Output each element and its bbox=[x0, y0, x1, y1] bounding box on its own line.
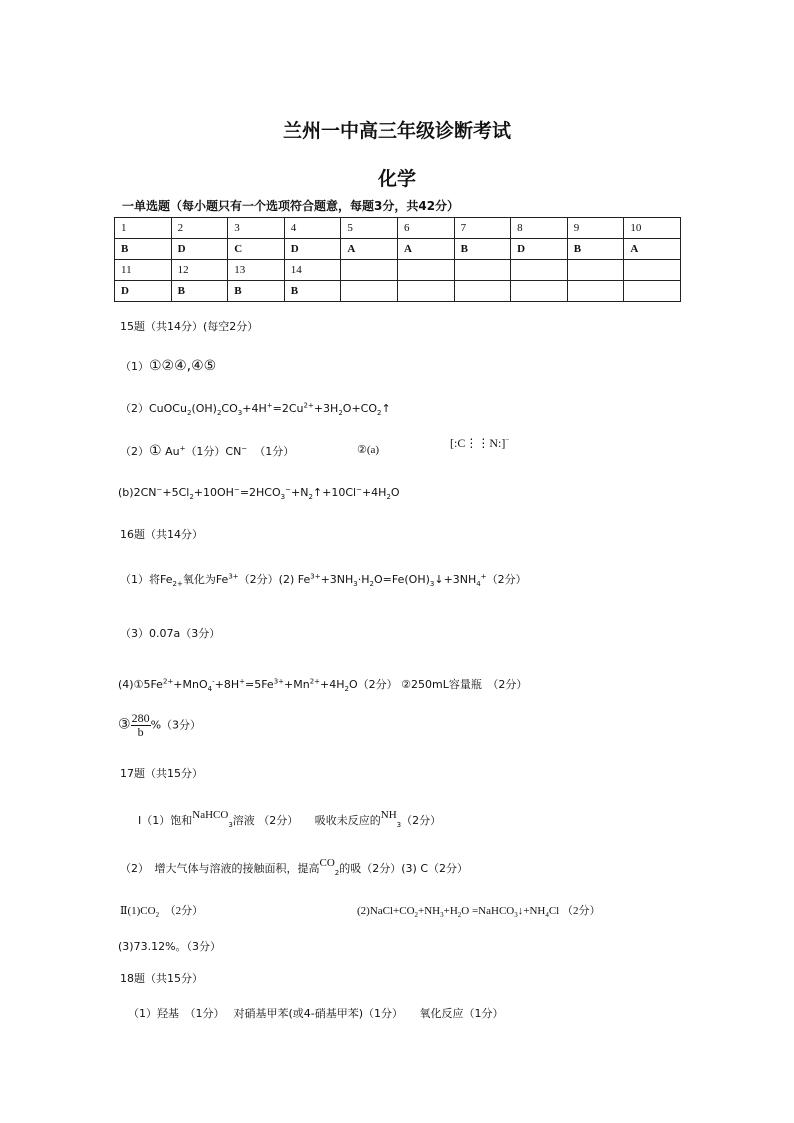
table-cell bbox=[397, 281, 454, 302]
table-cell: C bbox=[228, 239, 285, 260]
table-row bbox=[115, 218, 681, 239]
q16-line-1 bbox=[120, 571, 527, 587]
superscript: 3+ bbox=[310, 572, 321, 581]
formula-part: O =NaHCO bbox=[461, 905, 515, 917]
fraction-denominator: b bbox=[137, 725, 144, 739]
superscript: 2+ bbox=[162, 677, 174, 686]
subscript: 2 bbox=[216, 409, 222, 418]
superscript: + bbox=[480, 572, 487, 581]
subscript: 3 bbox=[440, 911, 444, 920]
subscript: 4 bbox=[476, 580, 481, 589]
formula-part: ↑+10Cl bbox=[312, 486, 357, 499]
formula-part: +4H bbox=[320, 678, 345, 691]
formula-part: ↓+3NH bbox=[434, 573, 477, 586]
subscript: 2 bbox=[369, 580, 374, 589]
formula-part: NaHCO bbox=[192, 809, 229, 821]
formula-part: ·H bbox=[357, 573, 370, 586]
formula-part: (b)2CN bbox=[118, 486, 157, 499]
table-cell: 12 bbox=[171, 260, 228, 281]
score-note: （2分） bbox=[401, 814, 442, 827]
q17-line-1 bbox=[138, 809, 442, 830]
formula-part: +N bbox=[290, 486, 309, 499]
formula-part: ↓+NH bbox=[517, 905, 546, 917]
table-cell: 11 bbox=[115, 260, 172, 281]
subscript: 3 bbox=[280, 493, 286, 502]
formula-part: CuOCu bbox=[149, 402, 187, 415]
superscript: 3+ bbox=[228, 572, 239, 581]
q18-heading: 18题（共15分） bbox=[120, 972, 203, 985]
subscript: 4 bbox=[207, 685, 213, 694]
formula-part: Au bbox=[165, 445, 180, 458]
subscript: 3 bbox=[228, 821, 233, 830]
formula-part: O bbox=[390, 486, 400, 499]
formula-part: （1分）CN bbox=[185, 445, 242, 458]
subscript: 2+ bbox=[172, 580, 183, 589]
formula-part: CO bbox=[221, 402, 238, 415]
formula-part: (4)①5Fe bbox=[118, 678, 163, 691]
q17-line-2 bbox=[120, 857, 469, 878]
table-cell: B bbox=[284, 281, 341, 302]
circled-number: ③ bbox=[118, 716, 131, 733]
table-cell: 14 bbox=[284, 260, 341, 281]
subscript: 2 bbox=[344, 685, 350, 694]
subscript: 4 bbox=[545, 911, 549, 920]
subscript: 2 bbox=[414, 911, 419, 920]
table-cell bbox=[624, 260, 681, 281]
formula-part: （1）将Fe bbox=[120, 573, 173, 586]
circled-number: ① bbox=[149, 443, 162, 459]
superscript: + bbox=[179, 444, 186, 453]
table-cell bbox=[454, 260, 511, 281]
table-cell bbox=[567, 260, 624, 281]
table-cell: A bbox=[341, 239, 398, 260]
table-cell bbox=[567, 281, 624, 302]
formula-part: NH bbox=[380, 809, 397, 821]
formula-part: +H bbox=[443, 905, 458, 917]
formula-part: 溶液 （2分） 吸收未反应的 bbox=[232, 814, 381, 827]
q17-line-4: (3)73.12%。（3分） bbox=[118, 940, 222, 953]
table-cell bbox=[624, 281, 681, 302]
subscript: 2 bbox=[186, 409, 192, 418]
q15-line-2 bbox=[120, 400, 391, 416]
subscript: 2 bbox=[189, 493, 194, 502]
table-cell: 10 bbox=[624, 218, 681, 239]
lewis-structure-cn bbox=[450, 436, 509, 451]
score-note: （2分） bbox=[486, 573, 527, 586]
q15-label-1: （1） bbox=[120, 360, 149, 373]
table-cell: D bbox=[284, 239, 341, 260]
score-note: （2分） bbox=[164, 905, 204, 917]
table-cell bbox=[341, 260, 398, 281]
formula-part: +10OH bbox=[193, 486, 234, 499]
formula-part: +Mn bbox=[284, 678, 310, 691]
formula-part: Ⅰ（1）饱和 bbox=[138, 814, 193, 827]
table-cell bbox=[397, 260, 454, 281]
table-cell: 7 bbox=[454, 218, 511, 239]
formula-part: +4H bbox=[242, 402, 267, 415]
table-cell: 6 bbox=[397, 218, 454, 239]
q17-line-3a bbox=[120, 902, 203, 918]
formula-part: +3NH bbox=[320, 573, 354, 586]
lewis-formula: [:C⋮⋮N:] bbox=[450, 436, 506, 450]
formula-part: +3H bbox=[313, 402, 339, 415]
table-row bbox=[115, 239, 681, 260]
formula-part: +NH bbox=[418, 905, 441, 917]
table-cell bbox=[454, 281, 511, 302]
subscript: 3 bbox=[237, 409, 243, 418]
q15-label-3: （2） bbox=[120, 445, 149, 458]
q15-answer-1: ①②④,④⑤ bbox=[149, 358, 217, 374]
subscript: 3 bbox=[353, 580, 358, 589]
q17-line-3b bbox=[357, 902, 600, 918]
q15-part-a: ②(a) bbox=[357, 444, 380, 456]
subject-title: 化学 bbox=[377, 168, 416, 190]
subscript: 2 bbox=[155, 911, 160, 920]
table-cell: 3 bbox=[228, 218, 285, 239]
superscript: − bbox=[285, 485, 291, 494]
formula-part: =2HCO bbox=[239, 486, 281, 499]
table-cell: A bbox=[397, 239, 454, 260]
superscript: + bbox=[266, 401, 273, 410]
subscript: 2 bbox=[457, 911, 462, 920]
q15-line-1 bbox=[120, 358, 216, 374]
formula-part: CO bbox=[319, 857, 335, 869]
section1-heading: 一单选题（每小题只有一个选项符合题意，每题3分，共42分） bbox=[122, 199, 460, 213]
subscript: 3 bbox=[429, 580, 435, 589]
table-cell: D bbox=[171, 239, 228, 260]
formula-part: =5Fe bbox=[244, 678, 274, 691]
table-row bbox=[115, 281, 681, 302]
subscript: 2 bbox=[386, 493, 391, 502]
table-cell: 5 bbox=[341, 218, 398, 239]
superscript: 2+ bbox=[303, 401, 314, 410]
table-cell: 1 bbox=[115, 218, 172, 239]
table-cell: A bbox=[624, 239, 681, 260]
formula-part: +MnO bbox=[173, 678, 208, 691]
formula-part: O（2分） ②250mL容量瓶 （2分） bbox=[349, 678, 528, 691]
superscript: − bbox=[156, 485, 163, 494]
table-cell: B bbox=[115, 239, 172, 260]
table-cell: B bbox=[567, 239, 624, 260]
subscript: 3 bbox=[396, 821, 402, 830]
subscript: 2 bbox=[308, 493, 313, 502]
q17-heading: 17题（共15分） bbox=[120, 767, 203, 780]
table-cell: 4 bbox=[284, 218, 341, 239]
q16-line-4 bbox=[118, 712, 201, 739]
q16-line-3 bbox=[118, 676, 527, 692]
formula-part: O=Fe(OH) bbox=[374, 573, 430, 586]
superscript: − bbox=[233, 485, 240, 494]
q15-heading: 15题（共14分）(每空2分） bbox=[120, 320, 259, 333]
table-cell: B bbox=[228, 281, 285, 302]
table-cell: 8 bbox=[511, 218, 568, 239]
superscript: 2+ bbox=[309, 677, 321, 686]
score-note: （1分） bbox=[254, 445, 295, 458]
table-cell bbox=[511, 281, 568, 302]
table-cell: 13 bbox=[228, 260, 285, 281]
table-cell: 9 bbox=[567, 218, 624, 239]
subscript: 2 bbox=[377, 409, 382, 418]
formula-part: （2） 增大气体与溶液的接触面积，提高 bbox=[120, 862, 320, 875]
q15-line-3 bbox=[120, 443, 294, 459]
superscript: + bbox=[239, 677, 245, 686]
superscript: − bbox=[356, 485, 362, 494]
q18-line-1: （1）羟基 （1分） 对硝基甲苯(或4-硝基甲苯)（1分） 氧化反应（1分） bbox=[128, 1007, 504, 1020]
formula-part: +4H bbox=[361, 486, 387, 499]
subscript: 2 bbox=[338, 409, 343, 418]
formula-part: +5Cl bbox=[162, 486, 190, 499]
formula-part: +8H bbox=[214, 678, 240, 691]
formula-part: =2Cu bbox=[272, 402, 304, 415]
table-cell: D bbox=[511, 239, 568, 260]
formula-part: （2分）(2) Fe bbox=[238, 573, 311, 586]
formula-part: (OH) bbox=[191, 402, 217, 415]
formula-part: Ⅱ(1)CO bbox=[120, 905, 156, 917]
answer-table bbox=[114, 217, 681, 302]
table-cell bbox=[341, 281, 398, 302]
gas-arrow: ↑ bbox=[381, 402, 391, 415]
subscript: 2 bbox=[334, 869, 340, 878]
score-note: Cl （2分） bbox=[548, 905, 601, 917]
table-cell bbox=[511, 260, 568, 281]
score-note: %（3分） bbox=[150, 718, 202, 732]
subscript: 3 bbox=[514, 911, 518, 920]
page-title: 兰州一中高三年级诊断考试 bbox=[282, 120, 511, 142]
table-cell: B bbox=[454, 239, 511, 260]
q16-line-2: （3）0.07a（3分） bbox=[120, 627, 221, 640]
formula-part: 的吸（2分）(3) C（2分） bbox=[339, 862, 469, 875]
formula-part: 氧化为Fe bbox=[182, 573, 229, 586]
formula-part: (2)NaCl+CO bbox=[357, 905, 415, 917]
superscript: − bbox=[241, 444, 248, 453]
fraction bbox=[131, 712, 151, 739]
q15-label-2: （2） bbox=[120, 402, 149, 415]
fraction-numerator: 280 bbox=[131, 711, 150, 725]
table-cell: 2 bbox=[171, 218, 228, 239]
superscript: 3+ bbox=[273, 677, 285, 686]
q15-line-4 bbox=[118, 485, 400, 502]
table-row bbox=[115, 260, 681, 281]
table-cell: D bbox=[115, 281, 172, 302]
formula-part: O+CO bbox=[342, 402, 377, 415]
superscript: - bbox=[212, 677, 215, 686]
q16-heading: 16题（共14分） bbox=[120, 528, 203, 541]
table-cell: B bbox=[171, 281, 228, 302]
superscript: − bbox=[505, 436, 510, 444]
